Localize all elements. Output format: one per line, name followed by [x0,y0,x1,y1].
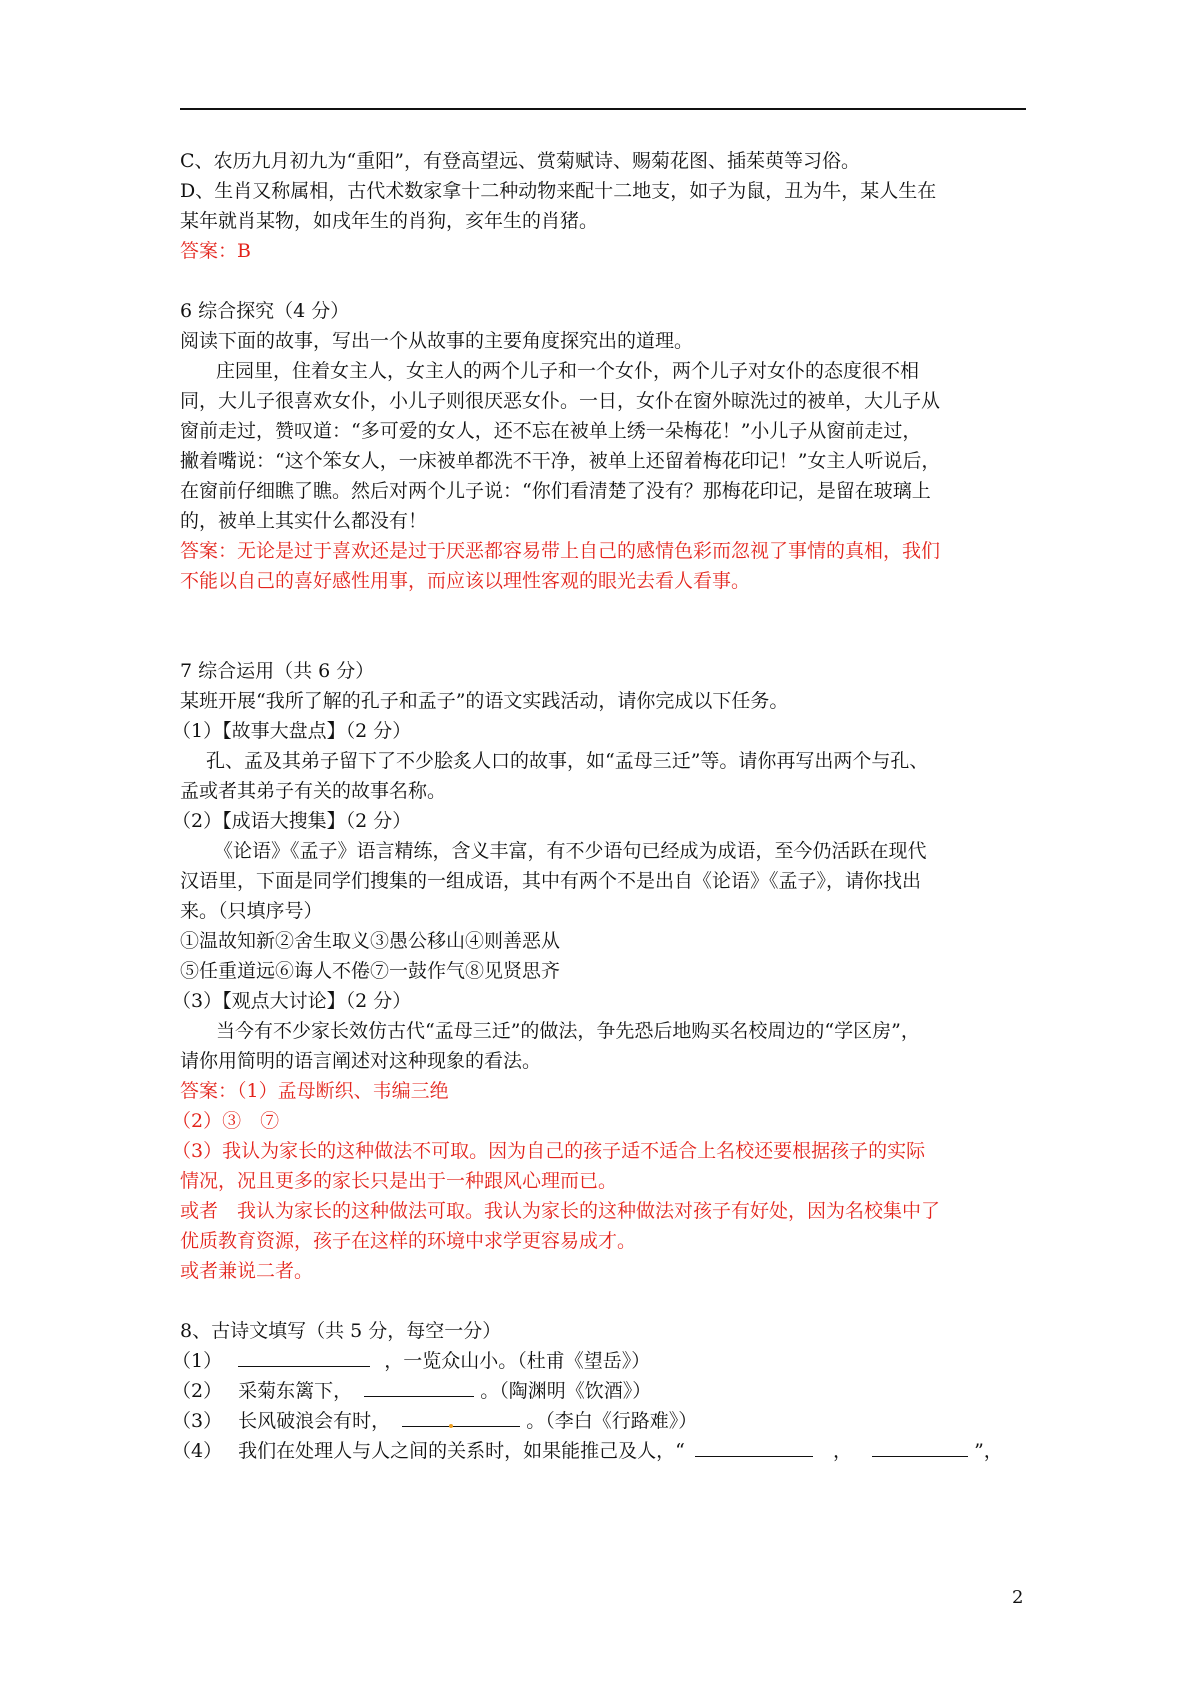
q7-sub3-title: （3）【观点大讨论】（2 分） [172,990,412,1012]
q6-story-line: 同，大儿子很喜欢女仆，小儿子则很厌恶女仆。一日，女仆在窗外晾洗过的被单，大儿子从 [180,390,941,412]
item-number: （1） [172,1350,223,1372]
q7-sub1-text: 孔、孟及其弟子留下了不少脍炙人口的故事，如“孟母三迁”等。请你再写出两个与孔、 [206,750,929,772]
q5-option-c: C、农历九月初九为“重阳”，有登高望远、赏菊赋诗、赐菊花图、插茱萸等习俗。 [180,150,860,172]
item-number: （2） [172,1380,223,1402]
q7-answer-line: 答案：（1）孟母断织、韦编三绝 [180,1080,449,1102]
q6-title: 6 综合探究（4 分） [180,300,350,322]
q7-sub2-text: 《论语》《孟子》语言精练，含义丰富，有不少语句已经成为成语，至今仍活跃在现代 [214,840,927,862]
q7-sub3-text: 当今有不少家长效仿古代“孟母三迁”的做法，争先恐后地购买名校周边的“学区房”， [216,1020,920,1042]
item-text: 。（陶渊明《饮酒》） [480,1380,652,1402]
item-text: 长风破浪会有时， [238,1410,391,1432]
q7-sub1-title: （1）【故事大盘点】（2 分） [172,720,412,742]
q6-story-line: 在窗前仔细瞧了瞧。然后对两个儿子说：“你们看清楚了没有？那梅花印记，是留在玻璃上 [180,480,931,502]
item-text: ”， [974,1440,1003,1462]
q6-answer-line: 答案：无论是过于喜欢还是过于厌恶都容易带上自己的感情色彩而忽视了事情的真相，我们 [180,540,941,562]
item-text: ，一览众山小。（杜甫《望岳》） [384,1350,651,1372]
q5-option-d-line2: 某年就肖某物，如戌年生的肖狗，亥年生的肖猪。 [180,210,599,232]
item-number: （3） [172,1410,223,1432]
fill-blank[interactable] [402,1406,520,1427]
q7-answer-line: 情况，况且更多的家长只是出于一种跟风心理而已。 [180,1170,618,1192]
q8-title: 8、古诗文填写（共 5 分，每空一分） [180,1320,502,1342]
fill-blank[interactable] [695,1436,813,1457]
q7-answer-line: 或者 我认为家长的这种做法可取。我认为家长的这种做法对孩子有好处，因为名校集中了 [180,1200,941,1222]
q5-answer: 答案：B [180,240,251,262]
q6-story-line: 的，被单上其实什么都没有！ [180,510,428,532]
q7-answer-line: （3）我认为家长的这种做法不可取。因为自己的孩子适不适合上名校还要根据孩子的实际 [172,1140,926,1162]
item-text: ， [832,1440,852,1462]
marker-dot [449,1424,453,1428]
header-rule [180,108,1026,110]
q8-item-4 [172,1436,1003,1466]
fill-blank[interactable] [364,1376,474,1397]
q6-instruction: 阅读下面的故事，写出一个从故事的主要角度探究出的道理。 [180,330,694,352]
q6-answer-line: 不能以自己的喜好感性用事，而应该以理性客观的眼光去看人看事。 [180,570,751,592]
item-number: （4） [172,1440,223,1462]
q5-option-d-line1: D、生肖又称属相，古代术数家拿十二种动物来配十二地支，如子为鼠，丑为牛，某人生在 [180,180,937,202]
q7-title: 7 综合运用（共 6 分） [180,660,375,682]
q7-sub2-text: 汉语里，下面是同学们搜集的一组成语，其中有两个不是出自《论语》《孟子》，请你找出 [180,870,922,892]
q8-item-3 [172,1406,697,1436]
item-text: 采菊东篱下， [238,1380,353,1402]
q7-sub1-text: 孟或者其弟子有关的故事名称。 [180,780,447,802]
fill-blank[interactable] [872,1436,968,1457]
page-number: 2 [1012,1587,1024,1608]
item-text: 。（李白《行路难》） [526,1410,698,1432]
item-text: 我们在处理人与人之间的关系时，如果能推己及人，“ [238,1440,685,1462]
q8-item-2 [172,1376,651,1406]
q6-story-line: 庄园里，住着女主人，女主人的两个儿子和一个女仆，两个儿子对女仆的态度很不相 [216,360,920,382]
q7-intro: 某班开展“我所了解的孔子和孟子”的语文实践活动，请你完成以下任务。 [180,690,789,712]
q7-answer-line: 优质教育资源，孩子在这样的环境中求学更容易成才。 [180,1230,637,1252]
q7-answer-line: 或者兼说二者。 [180,1260,314,1282]
q7-idiom-list: ①温故知新②舍生取义③愚公移山④则善恶从 [180,930,561,952]
q7-sub3-text: 请你用简明的语言阐述对这种现象的看法。 [180,1050,542,1072]
q7-answer-line: （2）③ ⑦ [172,1110,280,1132]
fill-blank[interactable] [238,1346,370,1367]
q6-story-line: 窗前走过，赞叹道：“多可爱的女人，还不忘在被单上绣一朵梅花！”小儿子从窗前走过， [180,420,922,442]
q8-item-1 [172,1346,650,1376]
q7-sub2-title: （2）【成语大搜集】（2 分） [172,810,412,832]
q7-idiom-list: ⑤任重道远⑥诲人不倦⑦一鼓作气⑧见贤思齐 [180,960,561,982]
q6-story-line: 撇着嘴说：“这个笨女人，一床被单都洗不干净，被单上还留着梅花印记！”女主人听说后， [180,450,941,472]
q7-sub2-text: 来。（只填序号） [180,900,323,922]
